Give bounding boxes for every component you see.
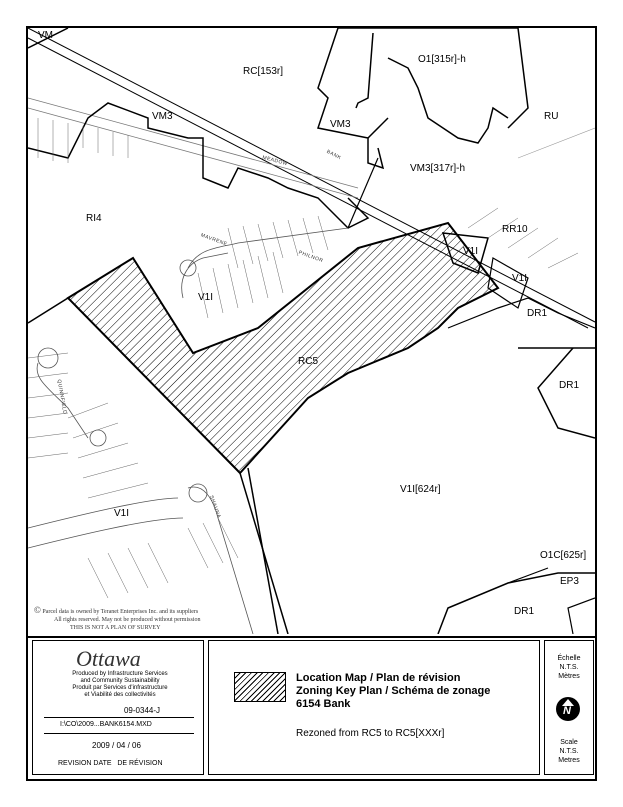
zone-label: V1I[624r] bbox=[400, 484, 441, 495]
zone-label: EP3 bbox=[560, 576, 579, 587]
scale-fr bbox=[546, 654, 592, 681]
meadow-road bbox=[28, 98, 358, 188]
zone-label: DR1 bbox=[527, 308, 548, 319]
zone-label: V1I bbox=[114, 508, 130, 519]
produced-en-1: Produced by Infrastructure Services bbox=[72, 671, 168, 677]
zone-label: DR1 bbox=[514, 606, 535, 617]
street-label: PHILNOR bbox=[297, 249, 324, 265]
zone-label: RI4 bbox=[86, 213, 102, 224]
street-label: MAVRENE bbox=[199, 232, 229, 248]
zone-label: RC5 bbox=[298, 356, 319, 367]
producer-text bbox=[40, 671, 200, 699]
revision-date: 2009 / 04 / 06 bbox=[92, 741, 141, 750]
scale-en bbox=[546, 738, 592, 765]
zone-label: RU bbox=[544, 111, 559, 122]
copyright-symbol: © bbox=[34, 605, 41, 615]
philnor-street bbox=[188, 228, 348, 268]
scale-fr-1: Échelle bbox=[557, 655, 581, 662]
copyright-line-3: THIS IS NOT A PLAN OF SURVEY bbox=[70, 625, 161, 631]
scale-fr-2: N.T.S. bbox=[559, 664, 579, 671]
street-label: BANK bbox=[325, 148, 343, 162]
street-label: MEADOW bbox=[261, 154, 289, 168]
divider bbox=[44, 733, 194, 734]
file-number: 09-0344-J bbox=[123, 706, 161, 715]
zone-label: DR1 bbox=[559, 380, 580, 391]
zone-label: O1[315r]-h bbox=[418, 54, 466, 65]
title-line-2: Zoning Key Plan / Schéma de zonage bbox=[296, 685, 491, 697]
zone-label: O1C[625r] bbox=[540, 550, 587, 561]
street-label: SHAUNA bbox=[208, 494, 222, 520]
ottawa-logo: Ottawa bbox=[76, 646, 141, 671]
produced-fr-1: Produit par Services d'infrastructure bbox=[72, 685, 168, 691]
zone-label: RC[153r] bbox=[243, 66, 284, 77]
map-title bbox=[296, 672, 490, 711]
divider bbox=[44, 717, 194, 718]
north-label: N bbox=[563, 705, 571, 717]
zone-label: VM3 bbox=[152, 111, 173, 122]
copyright-line-2: All rights reserved. May not be produced without permission bbox=[54, 617, 201, 623]
copyright-line-1: Parcel data is owned by Teranet Enterprises Inc. and its suppliers bbox=[42, 609, 199, 615]
produced-fr-2: et Viabilité des collectivités bbox=[84, 692, 156, 698]
title-line-3: 6154 Bank bbox=[296, 698, 351, 710]
zone-label: V1I bbox=[198, 292, 214, 303]
rc5-hatch-swatch bbox=[234, 672, 286, 702]
street-label: QUINNFIELD bbox=[55, 379, 68, 415]
zone-label: VM3[317r]-h bbox=[410, 163, 466, 174]
rezoned-note: Rezoned from RC5 to RC5[XXXr] bbox=[296, 728, 445, 739]
zone-label: VM bbox=[38, 30, 53, 41]
produced-en-2: and Community Sustainability bbox=[80, 678, 160, 684]
north-arrow-icon bbox=[556, 697, 580, 721]
scale-en-2: N.T.S. bbox=[559, 748, 579, 755]
title-line-1: Location Map / Plan de révision bbox=[296, 672, 461, 684]
zone-label: V1I bbox=[463, 246, 479, 257]
revision-date-label: REVISION DATE DE RÉVISION bbox=[58, 760, 163, 767]
zone-label: V1I bbox=[512, 273, 528, 284]
copyright-note bbox=[34, 606, 200, 632]
file-path: I:\CO\2009...BANK6154.MXD bbox=[60, 721, 152, 728]
zone-label: RR10 bbox=[502, 224, 528, 235]
scale-en-1: Scale bbox=[560, 739, 578, 746]
zone-label: VM3 bbox=[330, 119, 351, 130]
scale-en-3: Metres bbox=[558, 757, 580, 764]
zoning-map bbox=[28, 28, 595, 634]
scale-fr-3: Mètres bbox=[558, 673, 580, 680]
rc5-subject-parcel bbox=[68, 223, 498, 473]
